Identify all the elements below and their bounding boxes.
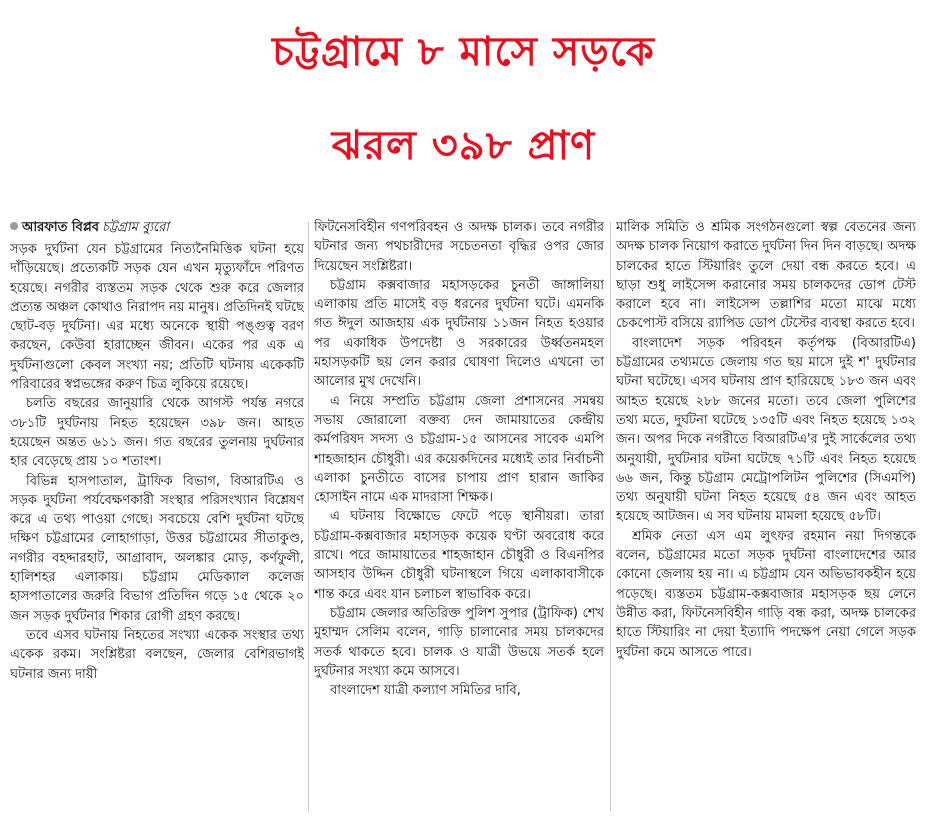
paragraph: চলতি বছরের জানুয়ারি থেকে আগস্ট পর্যন্ত নগরে ৩৮১টি দুর্ঘটনায় নিহত হয়েছেন ৩৯৮ জন। আহত হয়েছেন অন্তত ৬১১ জন। গত বছরের তুলনায় দুর্ঘটনার হার বেড়েছে প্রায় ১০ শতাংশ। xyxy=(10,396,304,470)
paragraph: চট্টগ্রাম জেলার অতিরিক্ত পুলিশ সুপার (ট্রাফিক) শেখ মুহাম্মদ সেলিম বলেন, গাড়ি চালানোর সময় চালকদের সতর্ক থাকতে হবে। চালক ও যাত্রী উভয়ে সতর্ক হলে দুর্ঘটনার সংখ্যা কমে আসবে। xyxy=(314,605,604,679)
headline-line-1: চট্টগ্রামে ৮ মাসে সড়কে xyxy=(272,29,655,75)
paragraph: বাংলাদেশ যাত্রী কল্যাণ সমিতির দাবি, xyxy=(330,683,521,699)
paragraph: বিভিন্ন হাসপাতাল, ট্রাফিক বিভাগ, বিআরটিএ ও সড়ক দুর্ঘটনা পর্যবেক্ষণকারী সংস্থার পরিসংখ্যান বিশ্লেষণ করে এ তথ্য পাওয়া গেছে। সবচেয়ে বেশি দুর্ঘটনা ঘটছে দক্ষিণ চট্টগ্রামের লোহাগাড়া, উত্তর চট্টগ্রামের সীতাকুণ্ড, নগরীর বহদ্দারহাট, আগ্রাবাদ, অলঙ্কার মোড়, কর্ণফুলী, হালিশহর এলাকায়। চট্টগ্রাম মেডিক্যাল কলেজ হাসপাতালের জরুরি বিভাগ প্রতিদিন গড়ে ১৫ থেকে ২০ জন সড়ক দুর্ঘটনার শিকার রোগী গ্রহণ করছে। xyxy=(10,473,304,624)
bullet-icon xyxy=(10,222,18,230)
column-divider xyxy=(610,222,611,812)
article-column-1 xyxy=(10,218,304,818)
byline-author: আরফাত বিপ্লব xyxy=(22,220,99,235)
paragraph: শ্রমিক নেতা এস এম লুৎফর রহমান নয়া দিগন্তকে বলেন, চট্টগ্রামের মতো সড়ক দুর্ঘটনা বাংলাদেশের আর কোনো জেলায় হয় না। এ চট্টগ্রাম যেন অভিভাবকহীন হয়ে পড়েছে। ব্যস্ততম চট্টগ্রাম-কক্সবাজার মহাসড়ক ছয় লেনে উন্নীত করা, ফিটনেসবিহীন গাড়ি বন্ধ করা, অদক্ষ চালকের হাতে স্টিয়ারিং না দেয়া ইত্যাদি পদক্ষেপ নেয়া গেলে সড়ক দুর্ঘটনা কমে আসতে পারে। xyxy=(616,528,916,660)
article-column-2 xyxy=(314,218,604,818)
paragraph: মালিক সমিতি ও শ্রমিক সংগঠনগুলো স্বল্প বেতনের জন্য অদক্ষ চালক নিয়োগ করাতে দুর্ঘটনা দিন দিন বাড়ছে। অদক্ষ চালকের হাতে স্টিয়ারিং তুলে দেয়া বন্ধ করতে হবে। এ ছাড়া শুধু লাইসেন্স করানোর সময় চালকদের ডোপ টেস্ট করালে হবে না। লাইসেন্স তল্লাশির মতো মাঝে মধ্যে চেকপোস্ট বসিয়ে র‍্যাপিড ডোপ টেস্টের ব্যবস্থা করতে হবে। xyxy=(616,220,916,332)
paragraph: চট্টগ্রাম কক্সবাজার মহাসড়কের চুনতী জাঙ্গালিয়া এলাকায় প্রতি মাসেই বড় ধরনের দুর্ঘটনা ঘটে। এমনকি গত ঈদুল আজহায় এক দুর্ঘটনায় ১১জন নিহত হওয়ার পর একাধিক উপদেষ্টা ও সরকারের উর্ধ্বতনমহল মহাসড়কটি ছয় লেন করার ঘোষণা দিলেও এখনো তা আলোর মুখ দেখেনি। xyxy=(314,277,604,390)
paragraph: বাংলাদেশ সড়ক পরিবহন কর্তৃপক্ষ (বিআরটিএ) চট্টগ্রামের তথ্যমতে জেলায় গত ছয় মাসে দুই শ' দুর্ঘটনার ঘটনা ঘটেছে। এসব ঘটনায় প্রাণ হারিয়েছে ১৮৩ জন এবং আহত হয়েছে ২৮৮ জনের মতো। তবে জেলা পুলিশের তথ্য মতে, দুর্ঘটনা ঘটেছে ১৩৫টি এবং নিহত হয়েছে ১৩২ জন। অপর দিকে নগরীতে বিআরটিএ'র দুই সার্কেলের তথ্য অনুযায়ী, দুর্ঘটনার ঘটনা ঘটেছে ৭১টি এবং নিহত হয়েছে ৬৬ জন, কিন্তু চট্টগ্রাম মেট্রোপলিটন পুলিশের (সিএমপি) তথ্য অনুযায়ী ঘটনা নিহত হয়েছে ৫৪ জন এবং আহত হয়েছে আটজন। এ সব ঘটনায় মামলা হয়েছে ৫৮টি। xyxy=(616,335,916,525)
paragraph: এ নিয়ে সম্প্রতি চট্টগ্রাম জেলা প্রশাসনের সমন্বয় সভায় জোরালো বক্তব্য দেন জামায়াতের কেন্দ্রীয় কর্মপরিষদ সদস্য ও চট্টগ্রাম-১৫ আসনের সাবেক এমপি শাহজাহান চৌধুরী। এর কয়েকদিনের মধ্যেই তার নির্বাচনী এলাকা চুনতীতে বাসের চাপায় প্রাণ হারান জাকির হোসাইন নামে এক মাদরাসা শিক্ষক। xyxy=(314,393,604,506)
paragraph: এ ঘটনায় বিক্ষোভে ফেটে পড়ে স্থানীয়রা। তারা চট্টগ্রাম-কক্সবাজার মহাসড়ক কয়েক ঘণ্টা অবরোধ করে রাখে। পরে জামায়াতের শাহজাহান চৌধুরী ও বিএনপির আসহাব উদ্দিন চৌধুরী ঘটনাস্থলে গিয়ে এলাকাবাসীকে শান্ত করে এবং যান চলাচল স্বাভাবিক করে। xyxy=(314,509,604,602)
column-divider xyxy=(308,222,309,812)
paragraph: তবে এসব ঘটনায় নিহতের সংখ্যা একেক সংস্থার তথ্য একেক রকম। সংশ্লিষ্টরা বলছেন, জেলার বেশিরভাগই ঘটনার জন্য দায়ী xyxy=(10,627,304,682)
headline-line-2: ঝরল ৩৯৮ প্রাণ xyxy=(331,123,596,169)
article-column-3 xyxy=(616,218,916,818)
paragraph: সড়ক দুর্ঘটনা যেন চট্টগ্রামের নিত্যনৈমিত্তিক ঘটনা হয়ে দাঁড়িয়েছে। প্রত্যেকটি সড়ক যেন এখন মৃত্যুফাঁদে পরিণত হয়েছে। নগরীর ব্যস্ততম সড়ক থেকে শুরু করে জেলার প্রত্যন্ত অঞ্চল কোথাও নিরাপদ নয় মানুষ। প্রতিদিনই ঘটছে ছোট-বড় দুর্ঘটনা। এর মধ্যে অনেকে স্থায়ী পঙ্গুত্ব বরণ করছেন, কেউবা হারাচ্ছেন জীবন। একের পর এক এ দুর্ঘটনাগুলো কেবল সংখ্যা নয়; প্রতিটি ঘটনায় একেকটি পরিবারের স্বপ্নভঙ্গের করুণ চিত্র লুকিয়ে রয়েছে। xyxy=(10,242,304,393)
paragraph: ফিটনেসবিহীন গণপরিবহন ও অদক্ষ চালক। তবে নগরীর ঘটনার জন্য পথচারীদের সচেতনতা বৃদ্ধির ওপর জোর দিয়েছেন সংশ্লিষ্টরা। xyxy=(314,220,604,274)
byline-bureau: চট্টগ্রাম ব্যুরো xyxy=(101,220,170,235)
byline xyxy=(10,218,304,237)
